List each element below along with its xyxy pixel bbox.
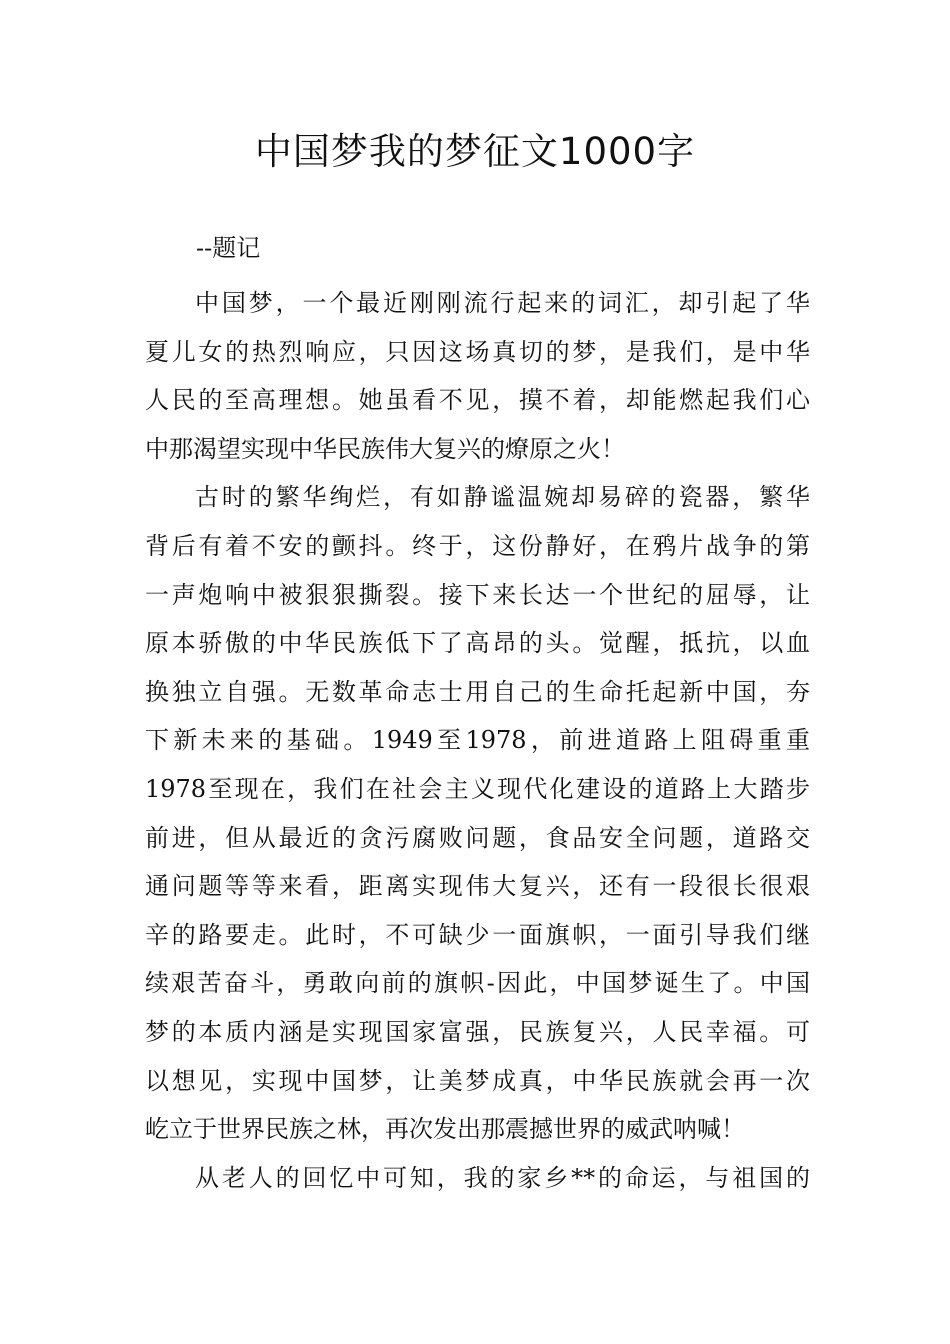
paragraph-line: 人民的至高理想。她虽看不见，摸不着，却能燃起我们心 (145, 386, 810, 415)
paragraph-line: 中国梦，一个最近刚刚流行起来的词汇，却引起了华 (195, 289, 810, 317)
paragraph-line: 续艰苦奋斗，勇敢向前的旗帜-因此，中国梦诞生了。中国 (145, 969, 810, 998)
paragraph-line: 一声炮响中被狠狠撕裂。接下来长达一个世纪的屈辱，让 (145, 580, 810, 609)
paragraph-line: 换独立自强。无数革命志士用自己的生命托起新中国，夯 (145, 677, 810, 706)
paragraph-line: 古时的繁华绚烂，有如静谧温婉却易碎的瓷器，繁华 (195, 483, 810, 512)
paragraph-line: 原本骄傲的中华民族低下了高昂的头。觉醒，抵抗，以血 (145, 629, 810, 658)
document-title: 中国梦我的梦征文1000字 (254, 130, 696, 173)
paragraph-line: 通问题等等来看，距离实现伟大复兴，还有一段很长很艰 (145, 872, 810, 901)
paragraph-line: 辛的路要走。此时，不可缺少一面旗帜，一面引导我们继 (145, 920, 810, 949)
paragraph-line: 梦的本质内涵是实现国家富强，民族复兴，人民幸福。可 (145, 1017, 810, 1046)
paragraph-line: 背后有着不安的颤抖。终于，这份静好，在鸦片战争的第 (145, 531, 810, 560)
paragraph-line: 屹立于世界民族之林，再次发出那震撼世界的威武呐喊！ (145, 1115, 745, 1144)
paragraph-line: 中那渴望实现中华民族伟大复兴的燎原之火！ (145, 434, 625, 463)
paragraph-line: 从老人的回忆中可知，我的家乡**的命运，与祖国的 (195, 1163, 810, 1192)
paragraph-line: 以想见，实现中国梦，让美梦成真，中华民族就会再一次 (145, 1066, 810, 1095)
document-body (145, 279, 810, 1202)
epigraph: --题记 (196, 234, 261, 262)
paragraph-line: 下新未来的基础。1949至1978，前进道路上阻碍重重 (145, 726, 810, 755)
paragraph-line: 1978至现在，我们在社会主义现代化建设的道路上大踏步 (145, 774, 810, 803)
paragraph-line: 前进，但从最近的贪污腐败问题，食品安全问题，道路交 (145, 823, 810, 852)
paragraph-line: 夏儿女的热烈响应，只因这场真切的梦，是我们，是中华 (145, 337, 810, 366)
